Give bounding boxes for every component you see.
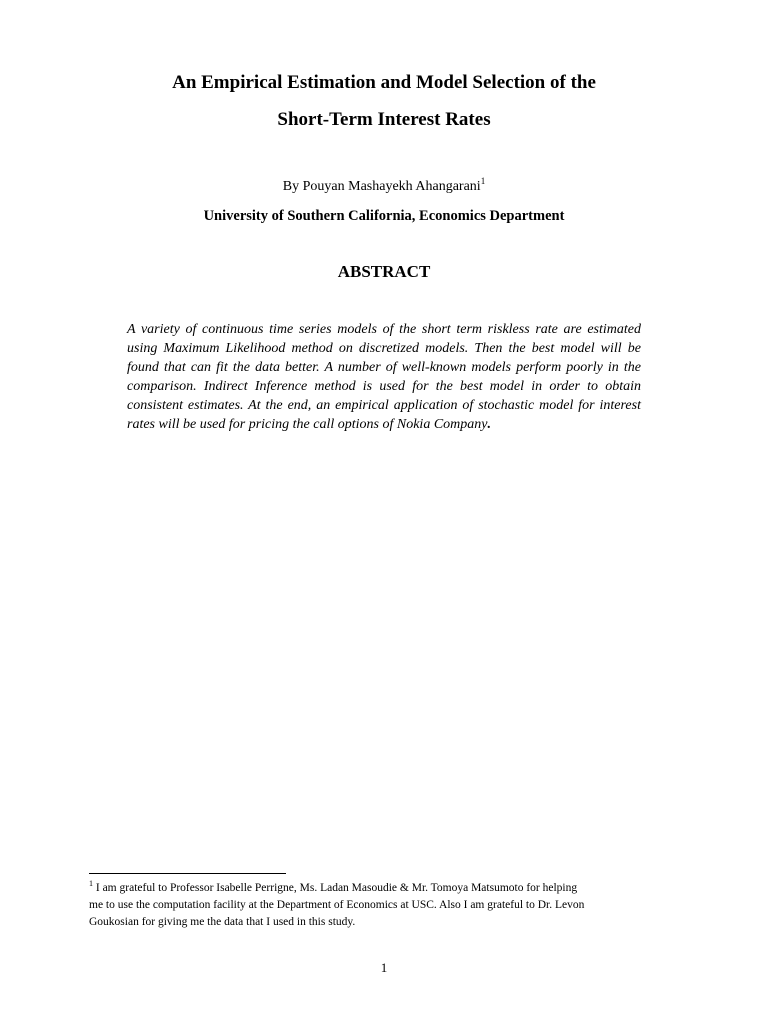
footnote-separator — [89, 873, 286, 874]
paper-title-line-2: Short-Term Interest Rates — [277, 109, 491, 130]
page-number: 1 — [380, 960, 388, 975]
footnote-marker: 1 — [89, 879, 93, 888]
author-name: By Pouyan Mashayekh Ahangarani — [282, 179, 481, 194]
abstract-text: A variety of continuous time series models of the short term riskless rate are estimated using Maximum Likelihood method on discretized models. Then the best model will be found that can fit the data better. A number of well-known models perform poorly in the comparison. Indirect Inference method is used for the best model in order to obtain consistent estimates. At the end, an empirical application of stochastic model for interest rates will be used for pricing the call options of Nokia Company — [127, 322, 641, 432]
footnote-line-3: Goukosian for giving me the data that I used in this study. — [89, 916, 356, 928]
abstract-final-period: . — [487, 417, 491, 432]
paper-title-line-1: An Empirical Estimation and Model Selection of the — [172, 72, 596, 93]
author-affiliation: University of Southern California, Economics Department — [203, 208, 565, 224]
author-byline — [0, 176, 768, 195]
footnote — [89, 880, 689, 931]
abstract-body — [127, 320, 641, 434]
footnote-line-1 — [89, 880, 689, 897]
abstract-heading: ABSTRACT — [337, 262, 431, 281]
footnote-line-2: me to use the computation facility at the Department of Economics at USC. Also I am grateful to Dr. Levon — [89, 899, 585, 911]
footnote-line-1-text: I am grateful to Professor Isabelle Perrigne, Ms. Ladan Masoudie & Mr. Tomoya Matsumoto for helping — [93, 882, 578, 894]
author-footnote-marker: 1 — [480, 176, 486, 186]
